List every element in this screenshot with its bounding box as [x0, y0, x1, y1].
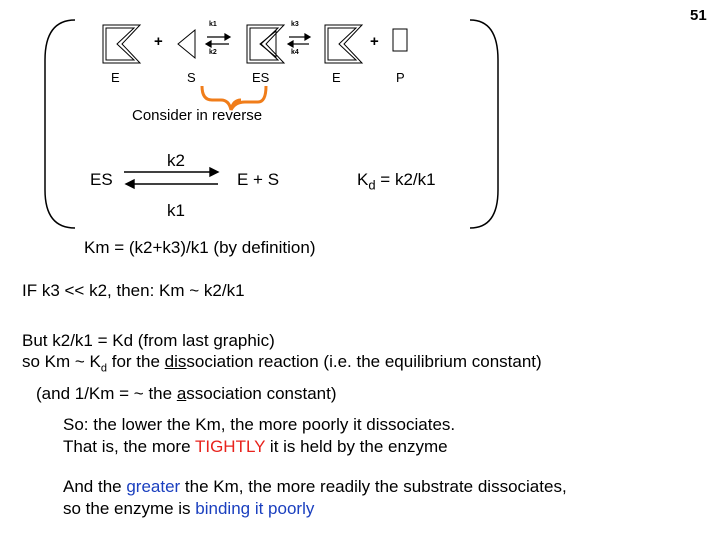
lower-km-line: So: the lower the Km, the more poorly it dissociates.	[63, 415, 456, 434]
dissociation-kd-subscript: d	[100, 362, 108, 375]
binding-poorly-line	[63, 499, 314, 519]
label-product: P	[396, 70, 405, 85]
reverse-note: Consider in reverse	[132, 107, 263, 124]
binding-highlight: binding it poorly	[195, 499, 315, 518]
greater-text-b: the Km, the more readily the substrate dissociates,	[180, 477, 567, 496]
enzyme-shape-1	[103, 25, 140, 63]
rate-label-k1-top: k1	[209, 21, 217, 28]
dissociation-text-b: for the	[107, 352, 165, 371]
product-shape	[393, 29, 407, 51]
substrate-shape	[178, 30, 195, 58]
kd-equivalence-line: But k2/k1 = Kd (from last graphic)	[22, 331, 275, 350]
equation-rate-k1: k1	[167, 201, 185, 220]
association-underlined-prefix: a	[176, 384, 187, 403]
tightly-text-a: That is, the more	[63, 437, 195, 456]
greater-km-line	[63, 477, 567, 497]
equation-e-plus-s: E + S	[237, 170, 280, 189]
label-es-complex: ES	[252, 70, 270, 85]
association-line	[36, 384, 337, 404]
rate-label-k2-top: k2	[209, 49, 217, 56]
left-parenthesis	[45, 20, 75, 228]
tightly-line	[63, 437, 448, 457]
dissociation-underlined-prefix: dis	[164, 352, 187, 371]
rate-label-k3: k3	[291, 21, 299, 28]
equation-rate-k2: k2	[167, 151, 185, 170]
right-parenthesis	[470, 20, 498, 228]
km-definition: Km = (k2+k3)/k1 (by definition)	[84, 238, 316, 257]
greater-text-a: And the	[63, 477, 127, 496]
kd-rhs: = k2/k1	[375, 170, 436, 189]
kd-symbol: K	[357, 170, 369, 189]
dissociation-text-c: sociation reaction (i.e. the equilibrium constant)	[186, 352, 542, 371]
label-enzyme-1: E	[111, 70, 120, 85]
binding-text-a: so the enzyme is	[63, 499, 196, 518]
dissociation-line	[22, 352, 542, 374]
es-complex-shape	[247, 25, 284, 63]
plus-sign-1: +	[154, 33, 163, 50]
plus-sign-2: +	[370, 33, 379, 50]
equilibrium-arrows-k1-k2	[206, 34, 230, 47]
enzyme-shape-2	[325, 25, 362, 63]
if-condition-line: IF k3 << k2, then: Km ~ k2/k1	[22, 281, 245, 300]
kd-subscript: d	[368, 177, 376, 193]
association-text-b: ssociation constant)	[186, 384, 337, 403]
label-enzyme-2: E	[332, 70, 341, 85]
equation-es: ES	[90, 170, 113, 189]
association-text-a: (and 1/Km = ~ the	[36, 384, 177, 403]
slide-number: 51	[690, 7, 707, 24]
reverse-equilibrium-arrows	[124, 168, 218, 188]
equilibrium-arrows-k3-k4	[288, 34, 310, 47]
dissociation-text-a: so Km ~ K	[22, 352, 101, 371]
tightly-text-b: it is held by the enzyme	[265, 437, 448, 456]
tightly-highlight: TIGHTLY	[194, 437, 266, 456]
kd-equation	[357, 170, 436, 192]
label-substrate: S	[187, 70, 196, 85]
rate-label-k4: k4	[291, 49, 299, 56]
greater-highlight: greater	[126, 477, 181, 496]
